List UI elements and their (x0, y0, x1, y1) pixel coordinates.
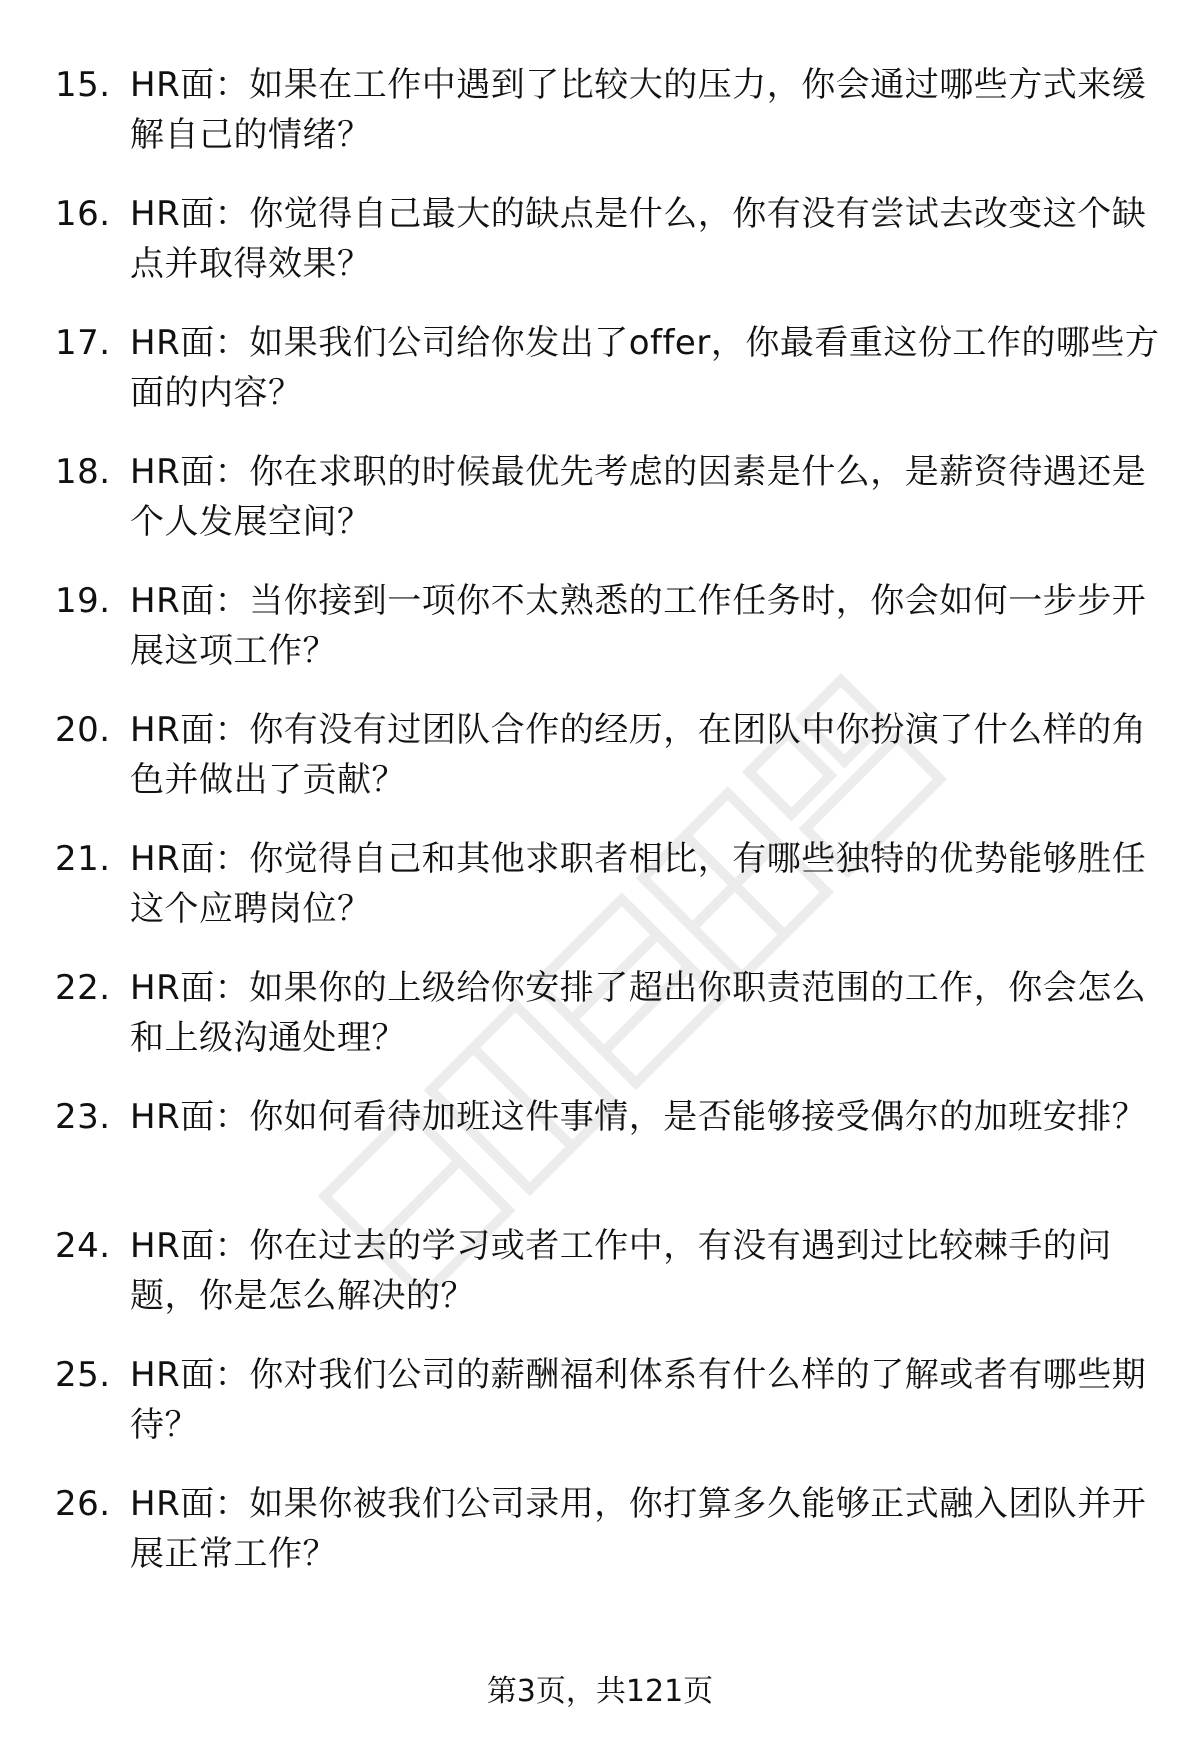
question-item (0, 60, 1200, 189)
question-item (0, 963, 1200, 1092)
question-number: 26. (55, 1484, 111, 1524)
question-item (0, 834, 1200, 963)
question-item (0, 1350, 1200, 1479)
question-text: HR面：当你接到一项你不太熟悉的工作任务时，你会如何一步步开展这项工作？ (130, 581, 1147, 671)
question-number: 24. (55, 1226, 111, 1266)
question-number: 19. (55, 581, 111, 621)
question-text: HR面：你觉得自己最大的缺点是什么，你有没有尝试去改变这个缺点并取得效果？ (130, 194, 1147, 284)
question-item (0, 576, 1200, 705)
question-number: 15. (55, 65, 111, 105)
question-text: HR面：你在求职的时候最优先考虑的因素是什么，是薪资待遇还是个人发展空间？ (130, 452, 1147, 542)
question-text: HR面：你如何看待加班这件事情，是否能够接受偶尔的加班安排？ (130, 1097, 1147, 1137)
question-number: 21. (55, 839, 111, 879)
question-text: HR面：你觉得自己和其他求职者相比，有哪些独特的优势能够胜任这个应聘岗位？ (130, 839, 1147, 929)
question-item (0, 1221, 1200, 1350)
question-number: 17. (55, 323, 111, 363)
question-text: HR面：你有没有过团队合作的经历，在团队中你扮演了什么样的角色并做出了贡献？ (130, 710, 1147, 800)
page-footer: 第3页，共121页 (486, 1674, 714, 1709)
question-text: HR面：如果在工作中遇到了比较大的压力，你会通过哪些方式来缓解自己的情绪？ (130, 65, 1147, 155)
question-text: HR面：如果你被我们公司录用，你打算多久能够正式融入团队并开展正常工作？ (130, 1484, 1147, 1574)
question-item (0, 1092, 1200, 1221)
question-number: 23. (55, 1097, 111, 1137)
question-number: 16. (55, 194, 111, 234)
question-text: HR面：如果我们公司给你发出了offer，你最看重这份工作的哪些方面的内容？ (130, 323, 1160, 413)
question-item (0, 1479, 1200, 1608)
question-number: 20. (55, 710, 111, 750)
question-item (0, 705, 1200, 834)
question-number: 18. (55, 452, 111, 492)
question-item (0, 318, 1200, 447)
question-text: HR面：你对我们公司的薪酬福利体系有什么样的了解或者有哪些期待？ (130, 1355, 1147, 1445)
question-text: HR面：如果你的上级给你安排了超出你职责范围的工作，你会怎么和上级沟通处理？ (130, 968, 1147, 1058)
question-number: 25. (55, 1355, 111, 1395)
question-text: HR面：你在过去的学习或者工作中，有没有遇到过比较棘手的问题，你是怎么解决的？ (130, 1226, 1112, 1316)
question-number: 22. (55, 968, 111, 1008)
question-item (0, 189, 1200, 318)
question-list (0, 60, 1200, 1608)
question-item (0, 447, 1200, 576)
